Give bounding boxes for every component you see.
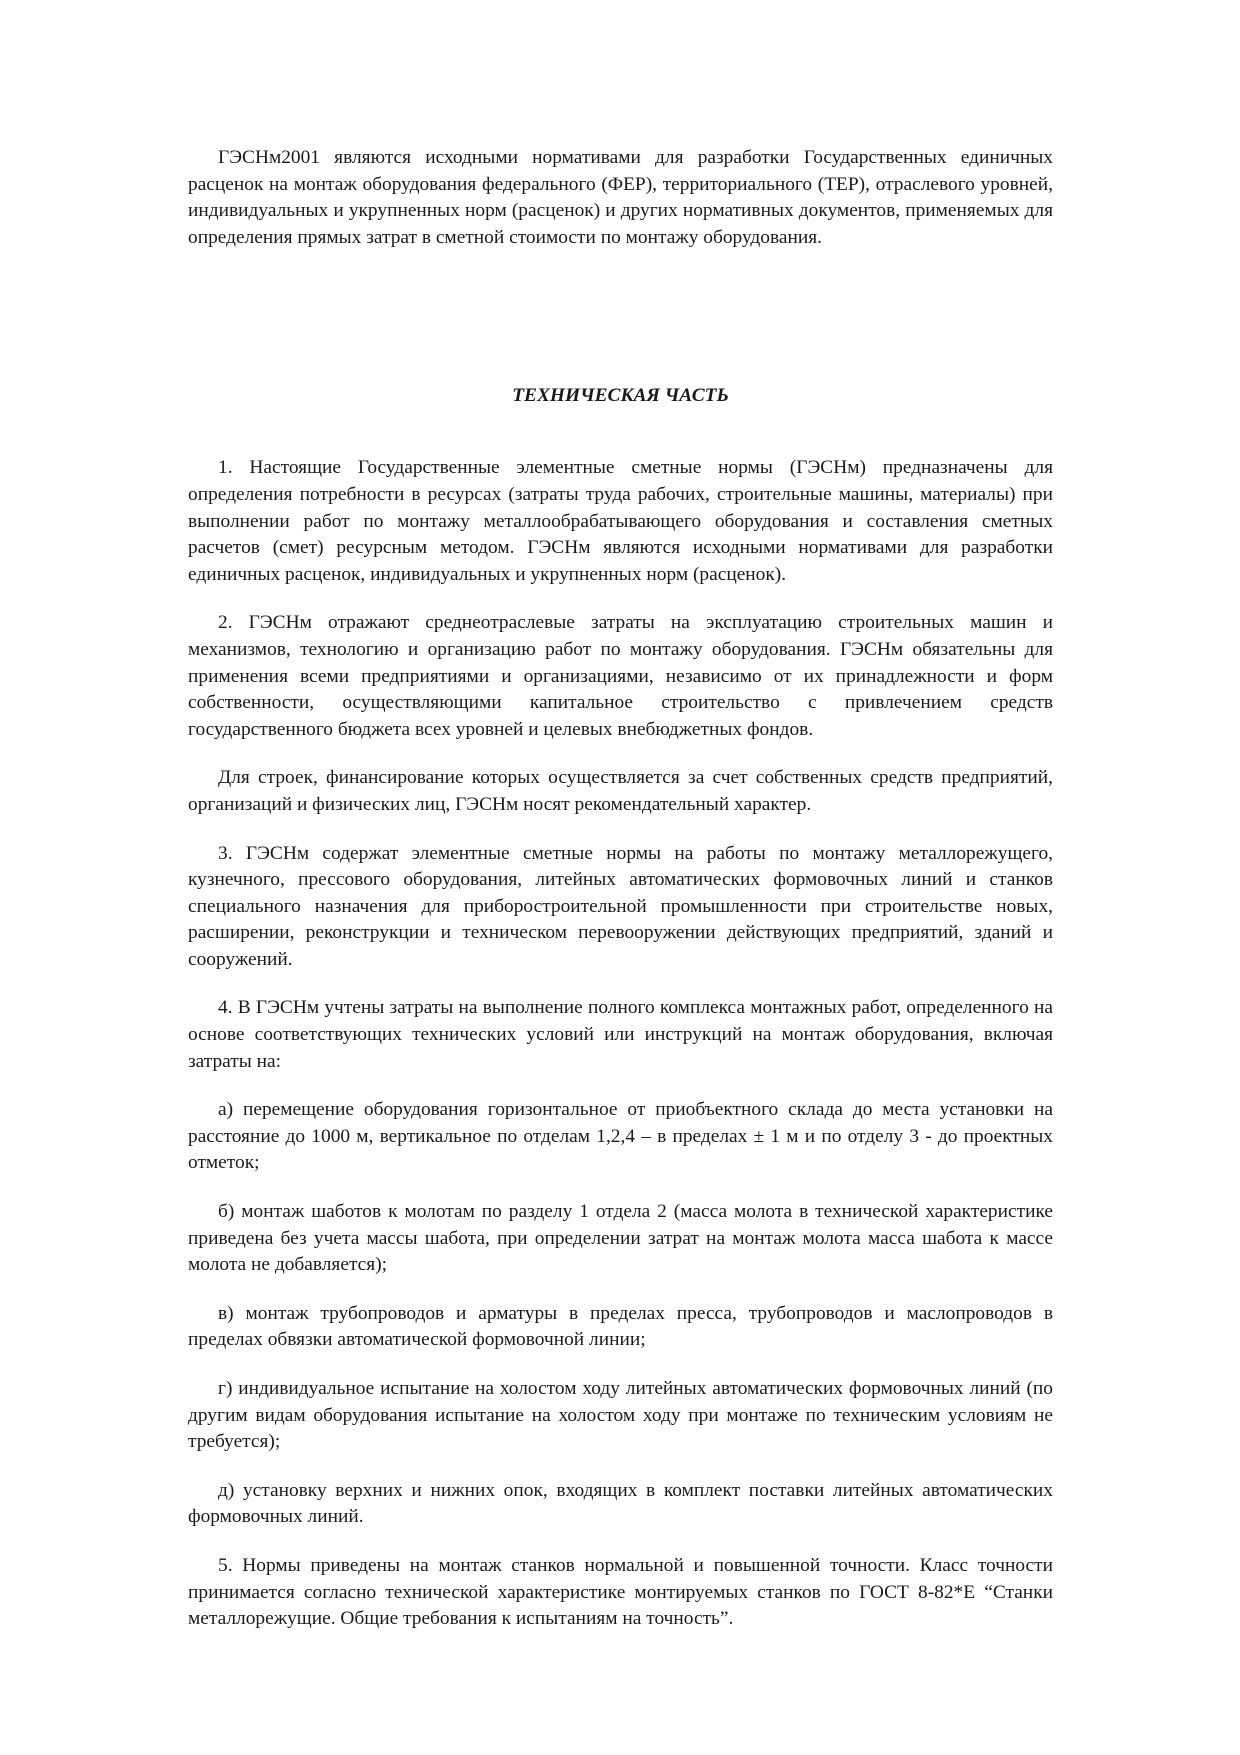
paragraph-2: 2. ГЭСНм отражают среднеотраслевые затраты на эксплуатацию строительных машин и механизмов, технологию и организацию работ по монтажу оборудования. ГЭСНм обязательны для применения всеми предприятиями и организациями, независимо от их принадлежности и форм собственности, осуществляющими капитальное строительство с привлечением средств государственного бюджета всех уровней и целевых внебюджетных фондов. <box>188 612 1053 740</box>
paragraph-4a: а) перемещение оборудования горизонтальное от приобъектного склада до места установки на расстояние до 1000 м, вертикальное по отделам 1,2,4 – в пределах ± 1 м и по отделу 3 - до проектных отметок; <box>188 1099 1053 1174</box>
paragraph-4v: в) монтаж трубопроводов и арматуры в пределах пресса, трубопроводов и маслопроводов в пределах обвязки автоматической формовочной линии; <box>188 1302 1053 1351</box>
document-content <box>188 145 1053 1655</box>
paragraph-4b: б) монтаж шаботов к молотам по разделу 1 отдела 2 (масса молота в технической характеристике приведена без учета массы шабота, при определении затрат на монтаж молота масса шабота к массе молота не добавляется); <box>188 1201 1053 1276</box>
paragraph-4d: д) установку верхних и нижних опок, входящих в комплект поставки литейных автоматических формовочных линий. <box>188 1479 1053 1528</box>
paragraph-3: 3. ГЭСНм содержат элементные сметные нормы на работы по монтажу металлорежущего, кузнечного, прессового оборудования, литейных автоматических формовочных линий и станков специального назначения для приборостроительной промышленности при строительстве новых, расширении, реконструкции и техническом перевооружении действующих предприятий, зданий и сооружений. <box>188 842 1053 970</box>
paragraph-2-note: Для строек, финансирование которых осуществляется за счет собственных средств предприятий, организаций и физических лиц, ГЭСНм носят рекомендательный характер. <box>188 767 1053 815</box>
paragraph-4g: г) индивидуальное испытание на холостом ходу литейных автоматических формовочных линий (по другим видам оборудования испытание на холостом ходу при монтаже по техническим условиям не требуется); <box>188 1378 1053 1453</box>
technical-part-body <box>188 455 1053 1632</box>
intro-paragraph: ГЭСНм2001 являются исходными нормативами для разработки Государственных единичных расценок на монтаж оборудования федерального (ФЕР), территориального (ТЕР), отраслевого уровней, индивидуальных и укрупненных норм (расценок) и других нормативных документов, применяемых для определения прямых затрат в сметной стоимости по монтажу оборудования. <box>188 147 1053 248</box>
section-title: ТЕХНИЧЕСКАЯ ЧАСТЬ <box>512 385 729 407</box>
paragraph-1: 1. Настоящие Государственные элементные сметные нормы (ГЭСНм) предназначены для определения потребности в ресурсах (затраты труда рабочих, строительные машины, материалы) при выполнении работ по монтажу металлообрабатывающего оборудования и составления сметных расчетов (смет) ресурсным методом. ГЭСНм являются исходными нормативами для разработки единичных расценок, индивидуальных и укрупненных норм (расценок). <box>188 457 1053 585</box>
paragraph-5: 5. Нормы приведены на монтаж станков нормальной и повышенной точности. Класс точности принимается согласно технической характеристике монтируемых станков по ГОСТ 8-82*Е “Станки металлорежущие. Общие требования к испытаниям на точность”. <box>188 1554 1053 1630</box>
paragraph-4: 4. В ГЭСНм учтены затраты на выполнение полного комплекса монтажных работ, определенного на основе соответствующих технических условий или инструкций на монтаж оборудования, включая затраты на: <box>188 997 1053 1072</box>
